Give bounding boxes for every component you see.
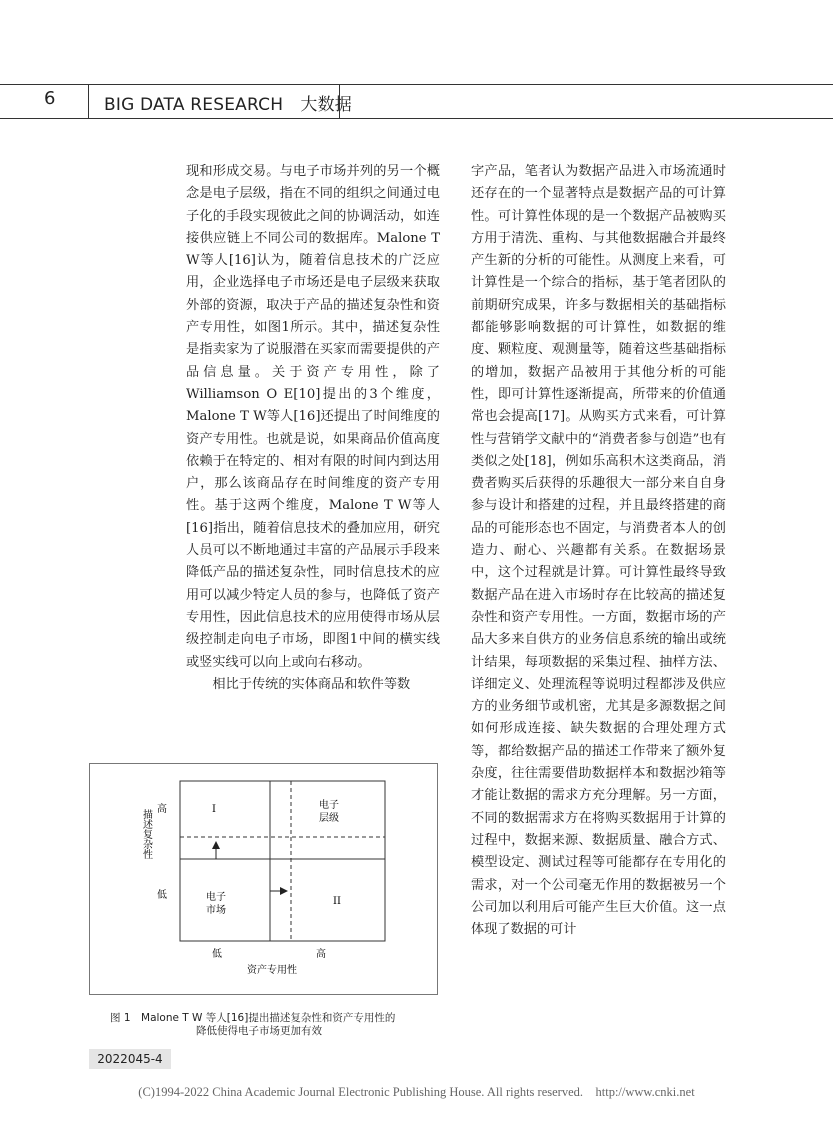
quadrant-label: 市场 — [206, 905, 226, 916]
quadrant-label: II — [333, 896, 341, 907]
header-divider — [88, 84, 89, 119]
header-top-rule — [0, 84, 833, 85]
copyright-footer: (C)1994-2022 China Academic Journal Electronic Publishing House. All rights reserved. http://www.cnki.net — [138, 1085, 695, 1099]
quadrant-label: 电子 — [319, 800, 339, 811]
y-high-label: 高 — [157, 804, 167, 815]
y-axis-label: 描述复杂性 — [140, 809, 152, 859]
quadrant-label: 电子 — [206, 892, 226, 903]
right-column — [471, 161, 726, 941]
page-number: 6 — [44, 88, 56, 109]
body-paragraph: 相比于传统的实体商品和软件等数 — [212, 676, 411, 692]
figure-1-diagram — [89, 763, 438, 995]
caption-line: 降低使得电子市场更加有效 — [196, 1025, 322, 1037]
body-paragraph: 现和形成交易。与电子市场并列的另一个概念是电子层级，指在不同的组织之间通过电子化的手段实现彼此之间的协调活动，如连接供应链上不同公司的数据库。Malone T W等人[16]认为，随着信息技术的广泛应用，企业选择电子市场还是电子层级来获取外部的资源，取决于产品的描述复杂性和资产专用性，如图1所示。其中，描述复杂性是指卖家为了说服潜在买家而需要提供的产品信息量。关于资产专用性，除了Williamson O E[10]提出的3个维度，Malone T W等人[16]还提出了时间维度的资产专用性。也就是说，如果商品价值高度依赖于在特定的、相对有限的时间内到达用户，那么该商品存在时间维度的资产专用性。基于这两个维度，Malone T W等人[16]指出，随着信息技术的叠加应用，研究人员可以不断地通过丰富的产品展示手段来降低产品的描述复杂性，同时信息技术的应用可以减少特定人员的参与，也降低了资产专用性，因此信息技术的应用使得市场从层级控制走向电子市场，即图1中间的横实线或竖实线可以向上或向右移动。 — [186, 164, 440, 670]
journal-title: BIG DATA RESEARCH 大数据 — [104, 95, 352, 115]
x-axis-label: 资产专用性 — [247, 965, 297, 976]
left-column — [186, 161, 440, 696]
article-code: 2022045-4 — [89, 1049, 171, 1069]
matrix-border — [180, 781, 385, 941]
quadrant-label: I — [212, 804, 216, 815]
figure-caption — [110, 1012, 420, 1038]
y-low-label: 低 — [157, 890, 167, 901]
caption-line: 图 1 Malone T W 等人[16]提出描述复杂性和资产专用性的 — [110, 1012, 396, 1024]
x-low-label: 低 — [212, 949, 222, 960]
header-bottom-rule — [0, 118, 833, 119]
x-high-label: 高 — [316, 949, 326, 960]
quadrant-label: 层级 — [319, 813, 339, 824]
body-paragraph: 字产品，笔者认为数据产品进入市场流通时还存在的一个显著特点是数据产品的可计算性。可计算性体现的是一个数据产品被购买方用于清洗、重构、与其他数据融合并最终产生新的分析的可能性。从测度上来看，可计算性是一个综合的指标，基于笔者团队的前期研究成果，许多与数据相关的基础指标都能够影响数据的可计算性，如数据的维度、颗粒度、观测量等，随着这些基础指标的增加，数据产品被用于其他分析的可能性，即可计算性逐渐提高，所带来的价值通常也会提高[17]。从购买方式来看，可计算性与营销学文献中的“消费者参与创造”也有类似之处[18]，例如乐高积木这类商品，消费者购买后获得的乐趣很大一部分来自自身参与设计和搭建的过程，并且最终搭建的商品的可能形态也不固定，与消费者本人的创造力、耐心、兴趣都有关系。在数据场景中，这个过程就是计算。可计算性最终导致数据产品在进入市场时存在比较高的描述复杂性和资产专用性。一方面，数据市场的产品大多来自供方的业务信息系统的输出或统计结果，每项数据的采集过程、抽样方法、详细定义、处理流程等说明过程都涉及供应方的业务细节或机密，尤其是多源数据之间如何形成连接、缺失数据的合理处理方式等，都给数据产品的描述工作带来了额外复杂度，往往需要借助数据样本和数据沙箱等才能让数据的需求方充分理解。另一方面，不同的数据需求方在将购买数据用于计算的过程中，数据来源、数据质量、融合方式、模型设定、测试过程等可能都存在专用化的需求，对一个公司毫无作用的数据被另一个公司加以利用后可能产生巨大价值。这一点体现了数据的可计 — [471, 164, 726, 938]
